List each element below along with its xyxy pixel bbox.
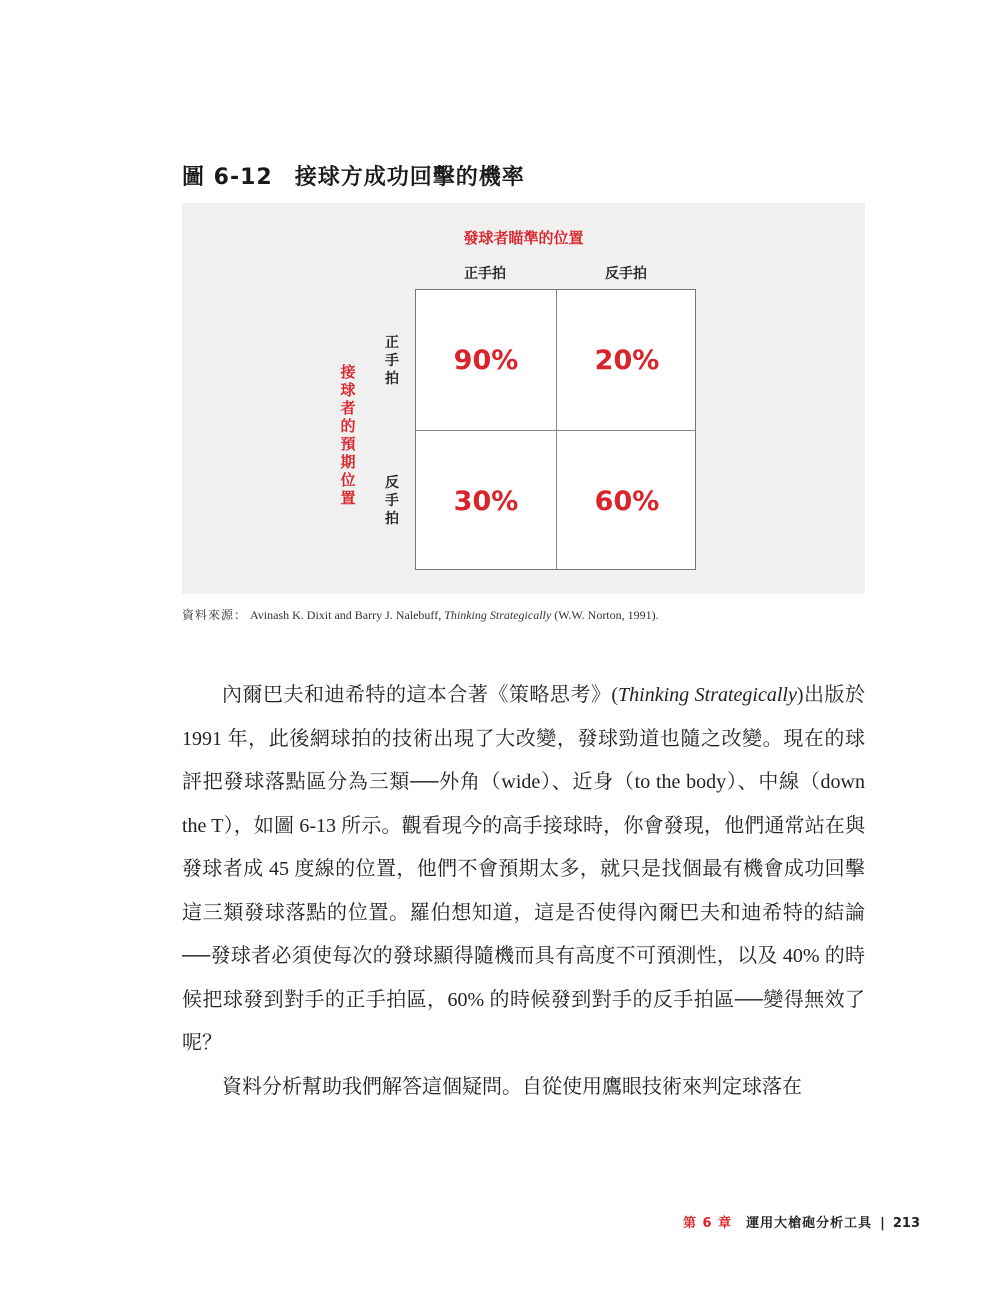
row-axis-title: 接球者的預期位置 (340, 363, 356, 507)
source-authors: Avinash K. Dixit and Barry J. Nalebuff, (250, 608, 442, 622)
figure-source (182, 606, 659, 623)
figure-caption: 接球方成功回擊的機率 (294, 165, 525, 190)
chapter-title: 運用大槍砲分析工具 (746, 1216, 873, 1231)
probability-grid (415, 289, 696, 570)
column-header-backhand: 反手拍 (605, 266, 647, 282)
column-header-forehand: 正手拍 (464, 266, 506, 282)
paragraph-text: )出版於 1991 年，此後網球拍的技術出現了大改變，發球勁道也隨之改變。現在的球評把發球落點區分為三類──外角（wide）、近身（to the body）、中線（down the T），如圖 6-13 所示。觀看現今的高手接球時，你會發現，他們通常站在與發球者成 45 度線的位置，他們不會預期太多，就只是找個最有機會成功回擊這三類發球落點的位置。羅伯想知道，這是否使得內爾巴夫和迪希特的結論──發球者必須使每次的發球顯得隨機而具有高度不可預測性，以及 40% 的時候把球發到對手的正手拍區，60% 的時候發到對手的反手拍區──變得無效了呢？ (182, 684, 865, 1054)
figure-title (182, 160, 525, 191)
paragraph: 資料分析幫助我們解答這個疑問。自從使用鷹眼技術來判定球落在 (222, 1075, 802, 1098)
chapter-number: 第 6 章 (682, 1216, 733, 1231)
row-header-backhand: 反手拍 (385, 475, 399, 527)
body-text (182, 674, 865, 1109)
cell-forehand-backhand: 20% (594, 344, 660, 376)
source-book-title: Thinking Strategically (444, 608, 552, 622)
book-title-italic: Thinking Strategically (618, 684, 797, 706)
page-number: 213 (892, 1216, 920, 1231)
cell-backhand-forehand: 30% (453, 485, 519, 517)
paragraph (182, 674, 865, 1066)
figure-number: 圖 6-12 (182, 165, 273, 190)
cell-forehand-forehand: 90% (453, 344, 519, 376)
source-publisher: (W.W. Norton, 1991). (554, 608, 659, 622)
row-header-forehand: 正手拍 (385, 335, 399, 387)
cell-backhand-backhand: 60% (594, 485, 660, 517)
paragraph-text: 內爾巴夫和迪希特的這本合著《策略思考》( (222, 684, 619, 706)
probability-matrix-figure (182, 203, 865, 594)
footer-separator: | (880, 1216, 885, 1231)
page-footer (683, 1212, 920, 1231)
source-label: 資料來源： (182, 608, 248, 622)
column-axis-title: 發球者瞄準的位置 (463, 229, 584, 247)
